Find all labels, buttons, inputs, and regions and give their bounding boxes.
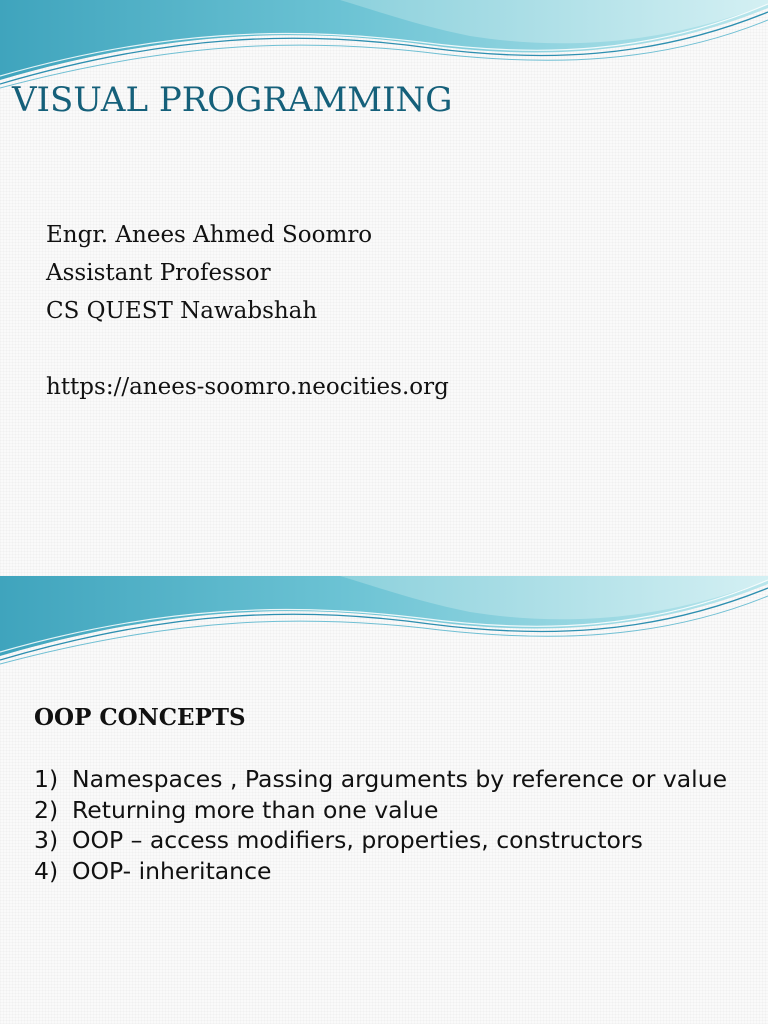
list-item-text: Namespaces , Passing arguments by reference or value (72, 765, 728, 793)
list-item-number: 1) (34, 765, 59, 793)
slide-title: VISUAL PROGRAMMING (12, 80, 453, 120)
list-item-number: 3) (34, 826, 59, 854)
website-link[interactable]: https://anees-soomro.neocities.org (46, 374, 449, 400)
author-name: Engr. Anees Ahmed Soomro (46, 222, 373, 248)
list-item-number: 4) (34, 856, 59, 885)
wave-banner (0, 576, 768, 676)
list-item (34, 764, 744, 795)
list-item-number: 2) (34, 795, 59, 824)
section-heading: OOP CONCEPTS (34, 704, 246, 731)
topic-list (34, 764, 744, 886)
author-block (46, 216, 449, 406)
author-affiliation: CS QUEST Nawabshah (46, 298, 318, 324)
list-item (34, 856, 744, 887)
content-slide (0, 576, 768, 1024)
list-item-text: Returning more than one value (72, 795, 439, 824)
list-item (34, 825, 744, 856)
list-item-text: OOP- inheritance (72, 856, 272, 885)
list-item (34, 795, 744, 826)
list-item-text: OOP – access modifiers, properties, constructors (72, 826, 643, 854)
author-position: Assistant Professor (46, 260, 271, 286)
